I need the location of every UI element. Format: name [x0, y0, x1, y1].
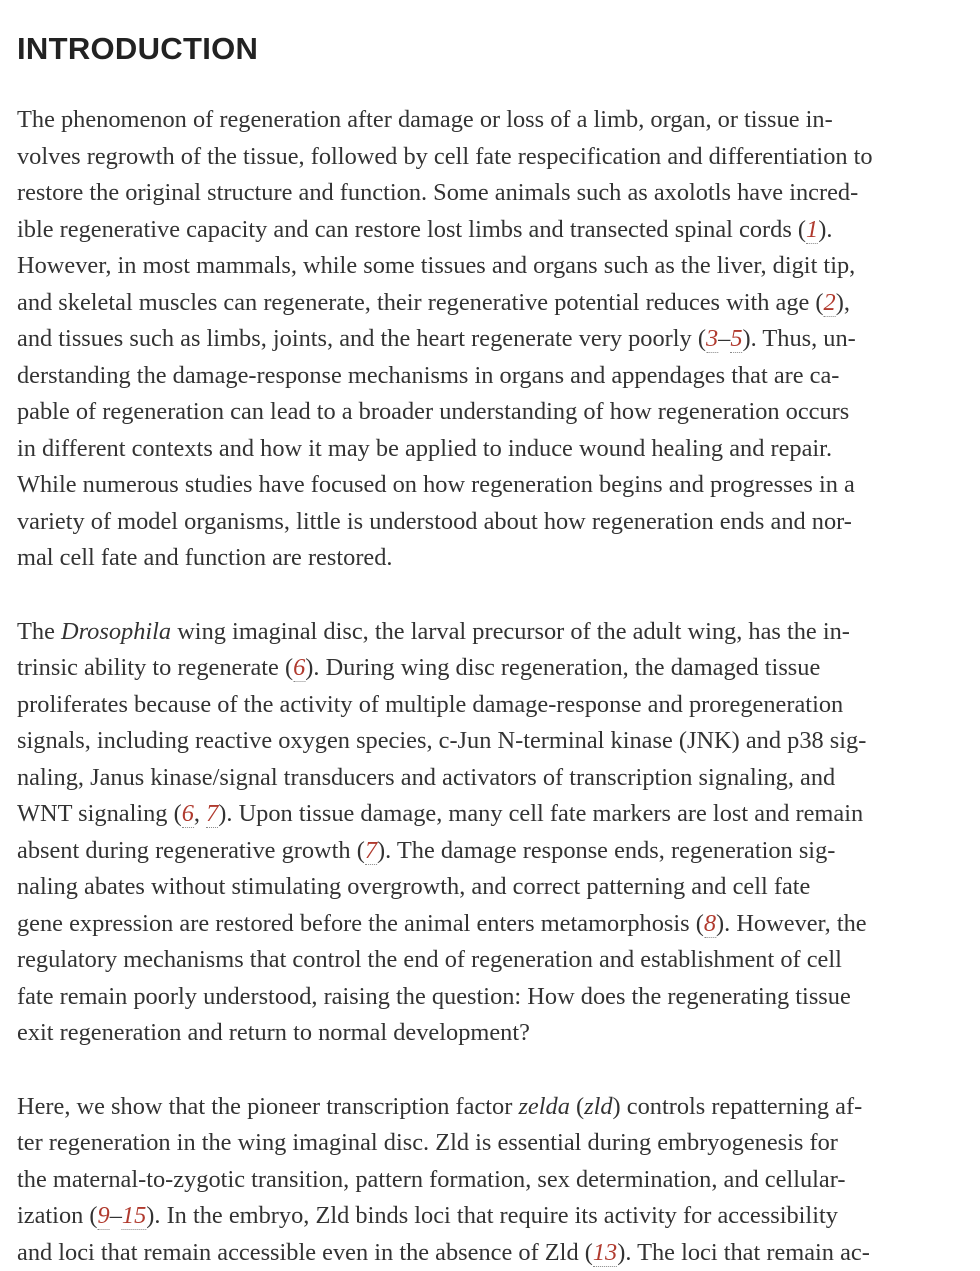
text-run: derstanding the damage-response mechanisms in organs and appendages that are ca-	[17, 362, 839, 389]
text-run: wing imaginal disc, the larval precursor of the adult wing, has the in-	[171, 618, 850, 645]
text-run: proliferates because of the activity of multiple damage-response and proregeneration	[17, 691, 843, 718]
paragraph-2	[17, 614, 962, 1052]
text-line	[17, 1089, 957, 1126]
paragraph-1	[17, 102, 962, 577]
text-line	[17, 833, 957, 870]
text-line	[17, 687, 957, 724]
text-run: exit regeneration and return to normal development?	[17, 1019, 530, 1046]
text-run: pable of regeneration can lead to a broader understanding of how regeneration occurs	[17, 398, 849, 425]
text-line	[17, 358, 957, 395]
text-run: ),	[836, 289, 850, 316]
text-line	[17, 431, 957, 468]
reference-link[interactable]: 6	[293, 654, 305, 682]
text-run: restore the original structure and function. Some animals such as axolotls have incred-	[17, 179, 858, 206]
text-run: and loci that remain accessible even in the absence of Zld (	[17, 1239, 593, 1266]
text-run: ). During wing disc regeneration, the damaged tissue	[305, 654, 820, 681]
text-line	[17, 394, 957, 431]
text-run: ). However, the	[716, 910, 867, 937]
reference-link[interactable]: 7	[365, 837, 377, 865]
text-line	[17, 212, 957, 249]
text-run: –	[718, 325, 730, 352]
paragraph-3	[17, 1089, 962, 1271]
text-run: Here, we show that the pioneer transcription factor	[17, 1093, 518, 1120]
text-run: ) controls repatterning af-	[613, 1093, 863, 1120]
italic-term: zld	[584, 1093, 612, 1120]
reference-link[interactable]: 6	[182, 800, 194, 828]
italic-term: zelda	[518, 1093, 569, 1120]
text-run: trinsic ability to regenerate (	[17, 654, 293, 681]
text-run: ).	[818, 216, 832, 243]
text-line	[17, 175, 957, 212]
text-run: signals, including reactive oxygen species, c-Jun N-terminal kinase (JNK) and p38 sig-	[17, 727, 866, 754]
text-line	[17, 540, 957, 577]
text-line	[17, 1015, 957, 1052]
text-run: gene expression are restored before the animal enters metamorphosis (	[17, 910, 704, 937]
reference-link[interactable]: 2	[824, 289, 836, 317]
article-body	[17, 0, 962, 1271]
text-run: ). The loci that remain ac-	[617, 1239, 870, 1266]
text-run: fate remain poorly understood, raising the question: How does the regenerating tissue	[17, 983, 851, 1010]
text-run: ). The damage response ends, regeneration sig-	[377, 837, 835, 864]
text-run: However, in most mammals, while some tissues and organs such as the liver, digit tip,	[17, 252, 855, 279]
text-run: mal cell fate and function are restored.	[17, 544, 393, 571]
text-line	[17, 796, 957, 833]
text-run: and skeletal muscles can regenerate, their regenerative potential reduces with age (	[17, 289, 824, 316]
reference-link[interactable]: 8	[704, 910, 716, 938]
text-line	[17, 760, 957, 797]
text-line	[17, 1162, 957, 1199]
text-run: ). Thus, un-	[743, 325, 856, 352]
text-run: –	[110, 1202, 122, 1229]
italic-term: Drosophila	[61, 618, 171, 645]
text-run: ). Upon tissue damage, many cell fate markers are lost and remain	[218, 800, 863, 827]
text-line	[17, 869, 957, 906]
text-run: While numerous studies have focused on how regeneration begins and progresses in a	[17, 471, 855, 498]
text-line	[17, 248, 957, 285]
text-run: The phenomenon of regeneration after damage or loss of a limb, organ, or tissue in-	[17, 106, 833, 133]
text-run: variety of model organisms, little is understood about how regeneration ends and nor-	[17, 508, 852, 535]
reference-link[interactable]: 15	[122, 1202, 146, 1230]
text-run: naling, Janus kinase/signal transducers and activators of transcription signaling, and	[17, 764, 835, 791]
text-line	[17, 102, 957, 139]
reference-link[interactable]: 13	[593, 1239, 617, 1267]
text-line	[17, 467, 957, 504]
text-line	[17, 906, 957, 943]
text-line	[17, 1198, 957, 1235]
text-line	[17, 650, 957, 687]
text-run: the maternal-to-zygotic transition, pattern formation, sex determination, and cellular-	[17, 1166, 845, 1193]
text-line	[17, 723, 957, 760]
reference-link[interactable]: 1	[806, 216, 818, 244]
text-line	[17, 942, 957, 979]
text-run: ). In the embryo, Zld binds loci that require its activity for accessibility	[146, 1202, 838, 1229]
reference-link[interactable]: 7	[206, 800, 218, 828]
reference-link[interactable]: 5	[730, 325, 742, 353]
reference-link[interactable]: 3	[706, 325, 718, 353]
text-run: ter regeneration in the wing imaginal disc. Zld is essential during embryogenesis for	[17, 1129, 838, 1156]
reference-link[interactable]: 9	[98, 1202, 110, 1230]
section-heading: INTRODUCTION	[17, 31, 962, 67]
text-run: absent during regenerative growth (	[17, 837, 365, 864]
text-run: ible regenerative capacity and can restore lost limbs and transected spinal cords (	[17, 216, 806, 243]
text-line	[17, 285, 957, 322]
text-run: naling abates without stimulating overgrowth, and correct patterning and cell fate	[17, 873, 810, 900]
text-line	[17, 1125, 957, 1162]
text-line	[17, 1235, 957, 1271]
text-line	[17, 139, 957, 176]
text-run: and tissues such as limbs, joints, and the heart regenerate very poorly (	[17, 325, 706, 352]
text-run: (	[570, 1093, 584, 1120]
text-run: ization (	[17, 1202, 98, 1229]
text-run: volves regrowth of the tissue, followed by cell fate respecification and differentiation to	[17, 143, 873, 170]
text-line	[17, 504, 957, 541]
text-run: regulatory mechanisms that control the end of regeneration and establishment of cell	[17, 946, 842, 973]
text-line	[17, 979, 957, 1016]
text-run: WNT signaling (	[17, 800, 182, 827]
text-run: The	[17, 618, 61, 645]
text-run: in different contexts and how it may be applied to induce wound healing and repair.	[17, 435, 832, 462]
text-line	[17, 614, 957, 651]
text-run: ,	[194, 800, 206, 827]
text-line	[17, 321, 957, 358]
